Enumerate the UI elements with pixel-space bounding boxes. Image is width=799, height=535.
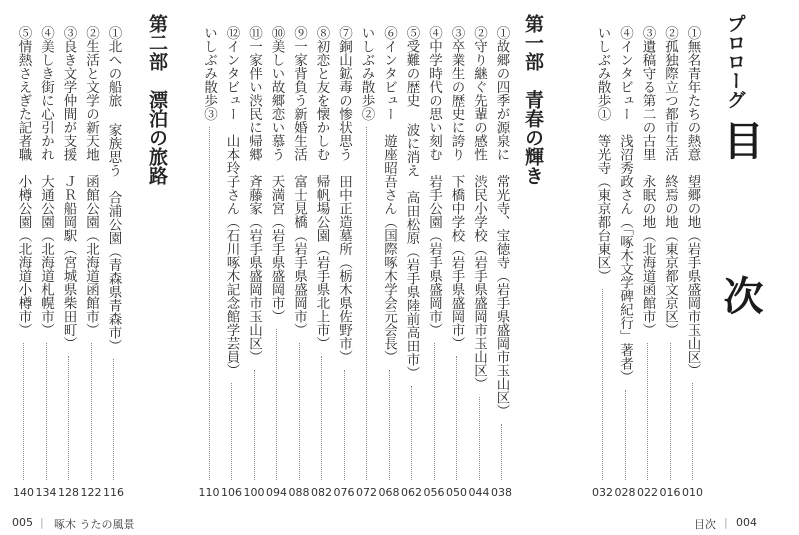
toc-entry-title: ⑫インタビュー 山本玲子さん（石川啄木記念館学芸員） <box>223 26 240 377</box>
toc-entry-leader <box>647 343 649 481</box>
footer-right-divider: | <box>724 516 728 529</box>
toc-entry-title: ⑩美しい故郷恋い慕う 天満宮（岩手県盛岡市） <box>268 26 285 323</box>
toc-entry-page-number: 072 <box>356 486 377 499</box>
toc-entry-leader <box>113 359 115 481</box>
toc-entry-title: ①北への船旅 家族思う 合浦公園（青森県青森市） <box>105 26 122 353</box>
footer-left-page-number: 005 <box>12 516 33 529</box>
toc-entry-page-number: 116 <box>103 486 124 499</box>
prologue-heading: プロローグ <box>724 14 746 109</box>
toc-entry-page-number: 028 <box>614 486 636 499</box>
toc-entry-title: いしぶみ散歩③ <box>201 26 217 121</box>
toc-entry-leader <box>91 343 93 481</box>
part2-heading: 第二部 漂泊の旅路 <box>146 14 168 185</box>
toc-entry-title: ⑤情熱さえぎた記者職 小樽公園（北海道小樽市） <box>15 26 32 337</box>
toc-entry-page-number: 032 <box>592 486 613 499</box>
toc-entry-title: ②守り継ぐ先輩の感性 渋民小学校（岩手県盛岡市玉山区） <box>471 26 487 391</box>
toc-entry-page-number: 088 <box>288 486 310 499</box>
toc-entry-title: ⑦銅山鉱毒の惨状思う 田中正造墓所（栃木県佐野市） <box>336 26 352 364</box>
toc-entry-leader <box>23 343 25 481</box>
toc-entry-page-number: 100 <box>243 486 265 499</box>
toc-entry-page-number: 110 <box>198 486 220 499</box>
toc-entry-title: ③良き文学仲間が支援 ＪＲ船岡駅（宮城県柴田町） <box>60 26 77 350</box>
toc-entry-leader <box>209 127 211 481</box>
toc-entry-leader <box>434 343 436 481</box>
toc-entry-leader <box>366 127 368 481</box>
toc-entry-page-number: 062 <box>401 486 422 499</box>
toc-entry-page-number: 068 <box>378 486 400 499</box>
toc-entry-title: ⑧初恋と友を懐かしむ 帰帆場公園（岩手県北上市） <box>313 26 330 350</box>
toc-entry-page-number: 076 <box>333 486 355 499</box>
toc-entry-leader <box>46 343 48 481</box>
toc-entry-leader <box>456 356 458 480</box>
toc-entry-title: ④中学時代の思い刻む 岩手公園（岩手県盛岡市） <box>426 26 442 337</box>
toc-entry-leader <box>254 370 256 481</box>
toc-entry-title: ①故郷の四季が源泉に 常光寺、宝徳寺（岩手県盛岡市玉山区） <box>493 26 510 418</box>
toc-entry-leader <box>299 343 301 481</box>
footer-right-label: 目次 <box>694 518 716 531</box>
toc-entry-page-number: 094 <box>266 486 287 499</box>
toc-entry-leader <box>501 424 503 481</box>
part1-heading: 第一部 青春の輝き <box>522 14 544 185</box>
toc-title: 目 次 <box>717 120 764 349</box>
toc-entry-leader <box>479 397 481 481</box>
toc-entry-page-number: 016 <box>659 486 681 499</box>
toc-entry-leader <box>321 356 323 480</box>
toc-entry-title: ⑨一家背負う新婚生活 富士見橋（岩手県盛岡市） <box>291 26 307 337</box>
toc-entry-title: ⑤受難の歴史 波に消え 高田松原（岩手県陸前高田市） <box>403 26 420 380</box>
toc-entry-leader <box>670 343 672 481</box>
toc-entry-leader <box>625 390 627 480</box>
toc-entry-title: ②孤独際立つ都市生活 終焉の地（東京都文京区） <box>662 26 678 337</box>
toc-entry-title: ①無名青年たちの熱意 望郷の地（岩手県盛岡市玉山区） <box>684 26 701 377</box>
toc-entry-leader <box>411 386 413 481</box>
toc-entry-page-number: 082 <box>311 486 332 499</box>
toc-entry-leader <box>276 329 278 480</box>
toc-entry-title: ⑪一家伴い渋民に帰郷 斉藤家（岩手県盛岡市玉山区） <box>246 26 262 364</box>
toc-entry-title: ②生活と文学の新天地 函館公園（北海道函館市） <box>83 26 99 337</box>
toc-entry-leader <box>68 356 70 480</box>
toc-entry-title: ④美しき街に心引かれ 大通公園（北海道札幌市） <box>38 26 54 337</box>
toc-entry-leader <box>389 370 391 481</box>
toc-entry-leader <box>602 289 604 481</box>
toc-entry-title: ④インタビュー 浅沼秀政さん（「啄木文学碑紀行」著者） <box>617 26 633 384</box>
toc-entry-title: ⑥インタビュー 遊座昭吾さん（国際啄木学会元会長） <box>381 26 397 364</box>
toc-entry-page-number: 050 <box>446 486 467 499</box>
toc-entry-page-number: 140 <box>13 486 34 499</box>
footer-left-book-title: 啄木 うたの風景 <box>54 518 135 531</box>
toc-entry-page-number: 010 <box>682 486 703 499</box>
footer-right-page-number: 004 <box>736 516 757 529</box>
toc-entry-page-number: 044 <box>468 486 490 499</box>
toc-entry-title: ③遺稿守る第二の古里 永眠の地（北海道函館市） <box>639 26 656 337</box>
toc-entry-page-number: 128 <box>58 486 79 499</box>
toc-entry-title: ③卒業生の歴史に誇り 下橋中学校（岩手県盛岡市） <box>448 26 465 350</box>
toc-entry-page-number: 038 <box>491 486 512 499</box>
toc-entry-leader <box>344 370 346 481</box>
toc-entry-page-number: 122 <box>80 486 102 499</box>
footer-left-divider: | <box>40 516 44 529</box>
toc-entry-page-number: 134 <box>35 486 57 499</box>
toc-entry-title: いしぶみ散歩② <box>358 26 375 121</box>
toc-entry-leader <box>692 383 694 480</box>
toc-entry-page-number: 056 <box>423 486 445 499</box>
toc-entry-leader <box>231 383 233 480</box>
toc-entry-title: いしぶみ散歩① 等光寺（東京都台東区） <box>594 26 611 283</box>
toc-entry-page-number: 106 <box>221 486 242 499</box>
toc-entry-page-number: 022 <box>637 486 658 499</box>
